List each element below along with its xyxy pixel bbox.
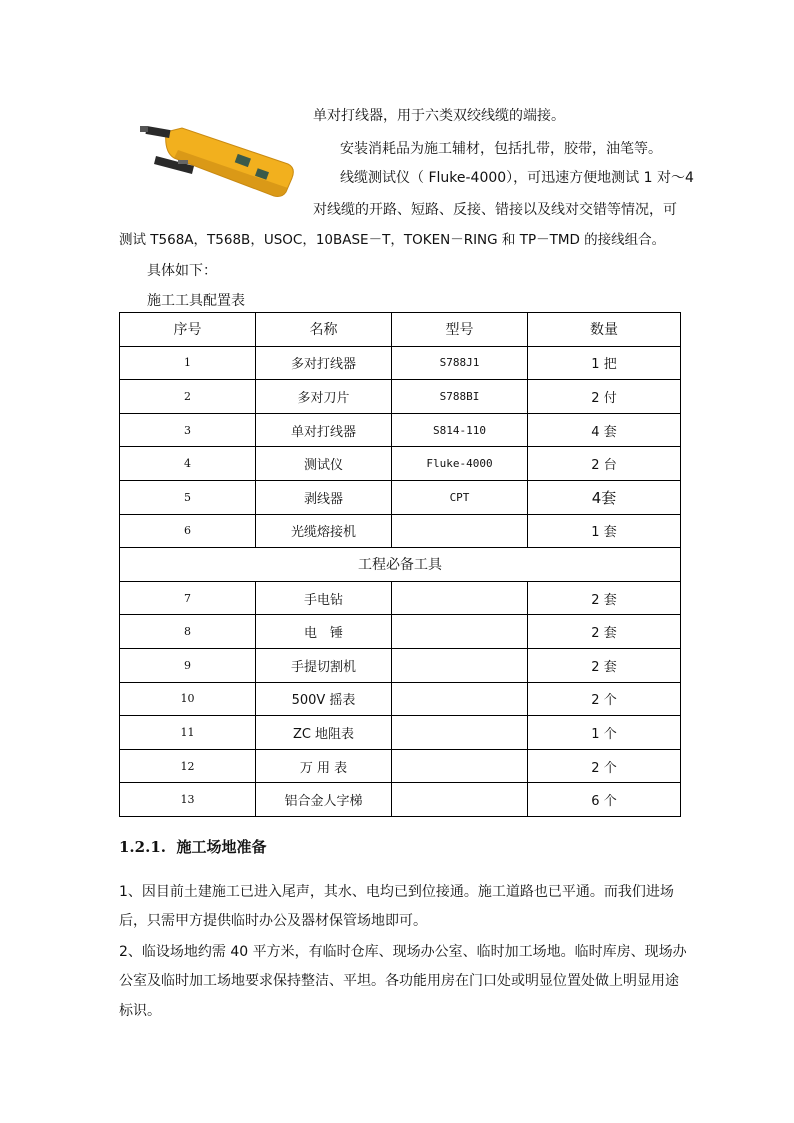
cell-model <box>392 581 528 615</box>
table-row <box>120 514 681 548</box>
intro-line-5: 测试 T568A，T568B，USOC，10BASE－T，TOKEN－RING 和 TP－TMD 的接线组合。 <box>119 232 666 248</box>
cell-name: ZC 地阻表 <box>256 716 392 750</box>
cell-model: Fluke-4000 <box>392 447 528 481</box>
table-row <box>120 447 681 481</box>
cell-name: 测试仪 <box>256 447 392 481</box>
cell-model: S788BI <box>392 380 528 414</box>
cell-name: 手电钻 <box>256 581 392 615</box>
cell-name: 光缆熔接机 <box>256 514 392 548</box>
cell-no: 3 <box>120 413 256 447</box>
table-group-row <box>120 548 681 582</box>
cell-qty: 2 台 <box>528 447 681 481</box>
cell-no: 7 <box>120 581 256 615</box>
intro-line-2: 安装消耗品为施工辅材，包括扎带，胶带，油笔等。 <box>340 141 662 157</box>
paragraph-1-line-2: 后，只需甲方提供临时办公及器材保管场地即可。 <box>119 913 427 929</box>
section-number: 1.2.1. <box>119 838 166 856</box>
cell-name: 多对刀片 <box>256 380 392 414</box>
intro-line-1: 单对打线器，用于六类双绞线缆的端接。 <box>313 108 565 124</box>
cell-qty: 2 付 <box>528 380 681 414</box>
table-row <box>120 480 681 514</box>
cell-qty: 4套 <box>528 480 681 514</box>
paragraph-2-line-3: 标识。 <box>119 1003 161 1019</box>
cell-no: 1 <box>120 346 256 380</box>
cell-qty: 2 套 <box>528 648 681 682</box>
cell-name: 电 锤 <box>256 615 392 649</box>
header-model: 型号 <box>392 313 528 347</box>
cell-qty: 2 个 <box>528 682 681 716</box>
cell-no: 11 <box>120 716 256 750</box>
table-row <box>120 346 681 380</box>
cell-qty: 2 套 <box>528 615 681 649</box>
cell-no: 10 <box>120 682 256 716</box>
cell-model <box>392 615 528 649</box>
cell-model <box>392 648 528 682</box>
cell-model: S788J1 <box>392 346 528 380</box>
cell-qty: 2 个 <box>528 749 681 783</box>
cell-model: CPT <box>392 480 528 514</box>
cell-name: 万 用 表 <box>256 749 392 783</box>
table-row <box>120 682 681 716</box>
cell-no: 8 <box>120 615 256 649</box>
paragraph-2-line-2: 公室及临时加工场地要求保持整洁、平坦。各功能用房在门口处或明显位置处做上明显用途 <box>119 973 679 989</box>
table-row <box>120 648 681 682</box>
cell-name: 剥线器 <box>256 480 392 514</box>
table-row <box>120 615 681 649</box>
paragraph-2-line-1: 2、临设场地约需 40 平方米，有临时仓库、现场办公室、临时加工场地。临时库房、现场办 <box>119 944 687 960</box>
cell-name: 500V 摇表 <box>256 682 392 716</box>
cell-model <box>392 716 528 750</box>
table-row <box>120 413 681 447</box>
paragraph-1-line-1: 1、因目前土建施工已进入尾声，其水、电均已到位接通。施工道路也已平通。而我们进场 <box>119 884 674 900</box>
intro-line-3: 线缆测试仪（ Fluke-4000），可迅速方便地测试 1 对～4 <box>340 170 694 186</box>
cell-no: 9 <box>120 648 256 682</box>
punch-down-tool-image <box>138 112 298 198</box>
group-title: 工程必备工具 <box>120 548 681 582</box>
cell-no: 13 <box>120 783 256 817</box>
intro-line-6: 具体如下： <box>147 263 217 279</box>
cell-qty: 1 个 <box>528 716 681 750</box>
cell-qty: 4 套 <box>528 413 681 447</box>
cell-name: 多对打线器 <box>256 346 392 380</box>
table-row <box>120 380 681 414</box>
cell-model <box>392 749 528 783</box>
cell-model <box>392 682 528 716</box>
cell-qty: 6 个 <box>528 783 681 817</box>
header-no: 序号 <box>120 313 256 347</box>
table-caption: 施工工具配置表 <box>147 293 245 309</box>
cell-no: 6 <box>120 514 256 548</box>
intro-line-4: 对线缆的开路、短路、反接、错接以及线对交错等情况，可 <box>313 202 677 218</box>
table-row <box>120 716 681 750</box>
section-title: 施工场地准备 <box>176 838 267 856</box>
cell-no: 2 <box>120 380 256 414</box>
header-name: 名称 <box>256 313 392 347</box>
tools-config-table <box>119 312 681 817</box>
header-qty: 数量 <box>528 313 681 347</box>
tool-tip-shape <box>140 126 171 138</box>
table-header-row <box>120 313 681 347</box>
section-heading <box>119 836 266 857</box>
table-row <box>120 749 681 783</box>
cell-qty: 1 把 <box>528 346 681 380</box>
cell-qty: 1 套 <box>528 514 681 548</box>
cell-model <box>392 783 528 817</box>
table-row <box>120 581 681 615</box>
table-row <box>120 783 681 817</box>
cell-no: 5 <box>120 480 256 514</box>
cell-model: S814-110 <box>392 413 528 447</box>
cell-qty: 2 套 <box>528 581 681 615</box>
cell-name: 铝合金人字梯 <box>256 783 392 817</box>
cell-name: 手提切割机 <box>256 648 392 682</box>
cell-name: 单对打线器 <box>256 413 392 447</box>
cell-no: 12 <box>120 749 256 783</box>
cell-no: 4 <box>120 447 256 481</box>
cell-model <box>392 514 528 548</box>
